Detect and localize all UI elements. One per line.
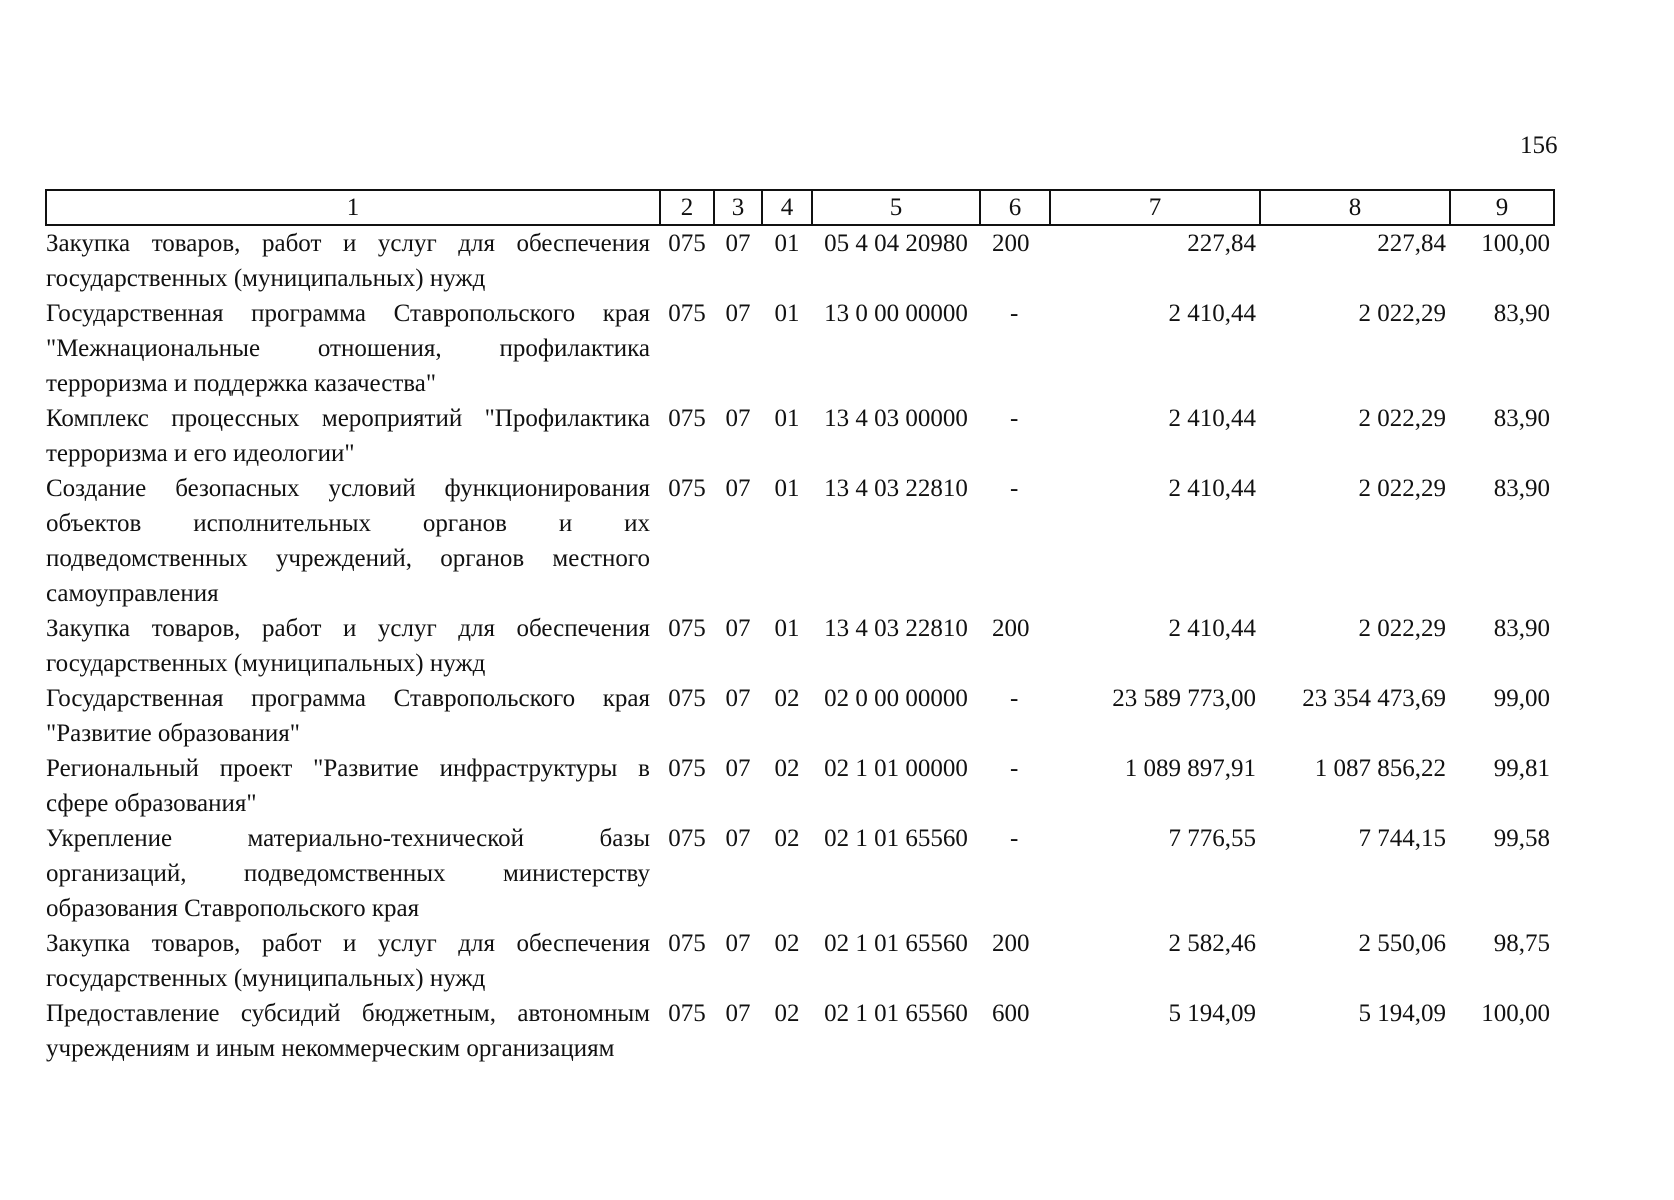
row-target-article: 13 4 03 00000	[824, 405, 968, 432]
row-name: Создание безопасных условий функционирования объектов исполнительных органов и их подведомственных учреждений, органов местного самоуправления	[46, 475, 650, 607]
row-executed: 2 022,29	[1358, 615, 1446, 642]
row-expense-type: -	[1010, 475, 1019, 502]
row-target-article: 13 4 03 22810	[824, 475, 968, 502]
row-name: Закупка товаров, работ и услуг для обеспечения государственных (муниципальных) нужд	[46, 930, 650, 992]
row-executed: 2 550,06	[1358, 930, 1446, 957]
header-col-4: 4	[762, 190, 812, 225]
table-row	[46, 225, 1554, 296]
row-planned: 2 410,44	[1168, 615, 1256, 642]
row-subsection: 01	[774, 615, 800, 642]
row-ministry-code: 075	[668, 930, 706, 957]
row-section: 07	[725, 615, 751, 642]
row-name: Предоставление субсидий бюджетным, автономным учреждениям и иным некоммерческим организациям	[46, 1000, 650, 1062]
row-expense-type: -	[1010, 300, 1019, 327]
row-percent: 99,81	[1493, 755, 1550, 782]
table-row	[46, 611, 1554, 681]
row-section: 07	[725, 930, 751, 957]
row-percent: 100,00	[1481, 230, 1550, 257]
row-ministry-code: 075	[668, 755, 706, 782]
row-planned: 5 194,09	[1168, 1000, 1256, 1027]
table-row	[46, 471, 1554, 611]
row-subsection: 02	[774, 825, 800, 852]
row-target-article: 02 0 00 00000	[824, 685, 968, 712]
table-row	[46, 681, 1554, 751]
row-name: Государственная программа Ставропольского края "Развитие образования"	[46, 685, 650, 747]
row-percent: 98,75	[1493, 930, 1550, 957]
row-ministry-code: 075	[668, 405, 706, 432]
row-target-article: 13 4 03 22810	[824, 615, 968, 642]
budget-table	[45, 189, 1555, 1066]
row-executed: 1 087 856,22	[1314, 755, 1446, 782]
header-col-6: 6	[980, 190, 1050, 225]
row-subsection: 02	[774, 755, 800, 782]
row-expense-type: -	[1010, 755, 1019, 782]
table-row	[46, 926, 1554, 996]
row-ministry-code: 075	[668, 230, 706, 257]
row-expense-type: 200	[992, 230, 1030, 257]
row-subsection: 01	[774, 475, 800, 502]
page-number: 156	[1520, 132, 1558, 159]
row-name: Закупка товаров, работ и услуг для обеспечения государственных (муниципальных) нужд	[46, 615, 650, 677]
row-target-article: 05 4 04 20980	[824, 230, 968, 257]
row-ministry-code: 075	[668, 475, 706, 502]
row-section: 07	[725, 300, 751, 327]
row-section: 07	[725, 1000, 751, 1027]
row-percent: 100,00	[1481, 1000, 1550, 1027]
row-ministry-code: 075	[668, 685, 706, 712]
header-col-5: 5	[812, 190, 980, 225]
row-ministry-code: 075	[668, 615, 706, 642]
row-percent: 83,90	[1493, 615, 1550, 642]
row-section: 07	[725, 685, 751, 712]
header-col-3: 3	[714, 190, 762, 225]
row-section: 07	[725, 405, 751, 432]
row-name: Государственная программа Ставропольского края "Межнациональные отношения, профилактика терроризма и поддержка казачества"	[46, 300, 650, 397]
row-section: 07	[725, 475, 751, 502]
row-expense-type: -	[1010, 405, 1019, 432]
row-expense-type: 600	[992, 1000, 1030, 1027]
header-col-9: 9	[1450, 190, 1554, 225]
header-row	[46, 190, 1554, 225]
row-planned: 7 776,55	[1168, 825, 1256, 852]
row-percent: 99,00	[1493, 685, 1550, 712]
row-expense-type: -	[1010, 685, 1019, 712]
row-executed: 23 354 473,69	[1302, 685, 1446, 712]
row-subsection: 02	[774, 685, 800, 712]
row-name: Региональный проект "Развитие инфраструктуры в сфере образования"	[46, 755, 650, 817]
table-row	[46, 751, 1554, 821]
row-planned: 2 582,46	[1168, 930, 1256, 957]
header-col-1: 1	[46, 190, 660, 225]
header-col-2: 2	[660, 190, 714, 225]
row-executed: 2 022,29	[1358, 475, 1446, 502]
row-target-article: 02 1 01 65560	[824, 825, 968, 852]
header-col-8: 8	[1260, 190, 1450, 225]
table-row	[46, 296, 1554, 401]
row-ministry-code: 075	[668, 825, 706, 852]
row-section: 07	[725, 825, 751, 852]
row-name: Закупка товаров, работ и услуг для обеспечения государственных (муниципальных) нужд	[46, 230, 650, 292]
row-section: 07	[725, 230, 751, 257]
row-percent: 99,58	[1493, 825, 1550, 852]
row-planned: 23 589 773,00	[1112, 685, 1256, 712]
row-subsection: 01	[774, 300, 800, 327]
row-planned: 1 089 897,91	[1124, 755, 1256, 782]
row-percent: 83,90	[1493, 300, 1550, 327]
table-row	[46, 821, 1554, 926]
row-name: Укрепление материально-технической базы организаций, подведомственных министерству образования Ставропольского края	[46, 825, 650, 922]
row-target-article: 02 1 01 00000	[824, 755, 968, 782]
table-row	[46, 401, 1554, 471]
row-executed: 7 744,15	[1358, 825, 1446, 852]
row-executed: 2 022,29	[1358, 300, 1446, 327]
row-planned: 227,84	[1187, 230, 1256, 257]
row-ministry-code: 075	[668, 300, 706, 327]
row-expense-type: -	[1010, 825, 1019, 852]
row-name: Комплекс процессных мероприятий "Профилактика терроризма и его идеологии"	[46, 405, 650, 467]
row-executed: 2 022,29	[1358, 405, 1446, 432]
row-percent: 83,90	[1493, 405, 1550, 432]
row-section: 07	[725, 755, 751, 782]
row-target-article: 02 1 01 65560	[824, 930, 968, 957]
row-subsection: 02	[774, 930, 800, 957]
table-row	[46, 996, 1554, 1066]
row-target-article: 02 1 01 65560	[824, 1000, 968, 1027]
row-planned: 2 410,44	[1168, 300, 1256, 327]
row-expense-type: 200	[992, 615, 1030, 642]
row-subsection: 02	[774, 1000, 800, 1027]
row-ministry-code: 075	[668, 1000, 706, 1027]
row-executed: 227,84	[1377, 230, 1446, 257]
row-expense-type: 200	[992, 930, 1030, 957]
row-target-article: 13 0 00 00000	[824, 300, 968, 327]
row-subsection: 01	[774, 230, 800, 257]
row-percent: 83,90	[1493, 475, 1550, 502]
row-executed: 5 194,09	[1358, 1000, 1446, 1027]
row-subsection: 01	[774, 405, 800, 432]
row-planned: 2 410,44	[1168, 475, 1256, 502]
row-planned: 2 410,44	[1168, 405, 1256, 432]
header-col-7: 7	[1050, 190, 1260, 225]
